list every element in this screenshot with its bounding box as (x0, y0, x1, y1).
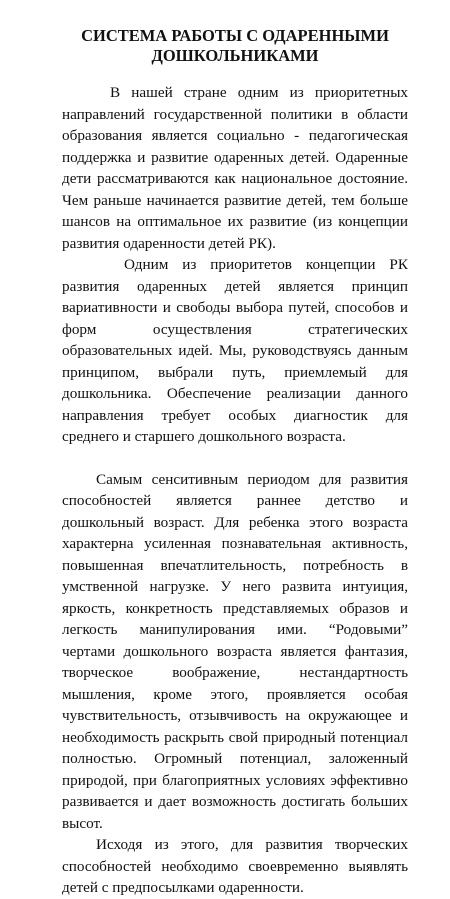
paragraph-3: Самым сенситивным периодом для развития способностей является раннее детство и дошкольный возраст. Для ребенка этого возраста характерна усиленная познавательная активность, повышенная впечатлительность, потребность в умственной нагрузке. У него развита интуиция, яркость, конкретность представляемых образов и легкость манипулирования ими. “Родовыми” чертами дошкольного возраста является фантазия, творческое воображение, нестандартность мышления, кроме этого, проявляется особая чувствительность, отзывчивость на окружающее и необходимость раскрыть свой природный потенциал полностью. Огромный потенциал, заложенный природой, при благоприятных условиях эффективно развивается и дает возможность достигать больших высот. (62, 470, 408, 832)
paragraph-4: Исходя из этого, для развития творческих способностей необходимо своевременно выявлять детей с предпосылками одаренности. (62, 836, 408, 896)
document-title: СИСТЕМА РАБОТЫ С ОДАРЕННЫМИ ДОШКОЛЬНИКАМИ (81, 26, 389, 65)
paragraph-2: Одним из приоритетов концепции РК развития одаренных детей является принцип вариативности и свободы выбора путей, способов и форм осуществления стратегических образовательных идей. Мы, руководствуясь данным принципом, выбрали путь, приемлемый для дошкольника. Обеспечение реализации данного направления требует особых диагностик для среднего и старшего дошкольного возраста. (62, 256, 408, 445)
paragraph-1: В нашей стране одним из приоритетных направлений государственной политики в области образования является социально - педагогическая поддержка и развитие одаренных детей. Одаренные дети рассматриваются как национальное достояние. Чем раньше начинается развитие детей, тем больше шансов на оптимальное их развитие (из концепции развития одаренности детей РК). (62, 84, 408, 252)
